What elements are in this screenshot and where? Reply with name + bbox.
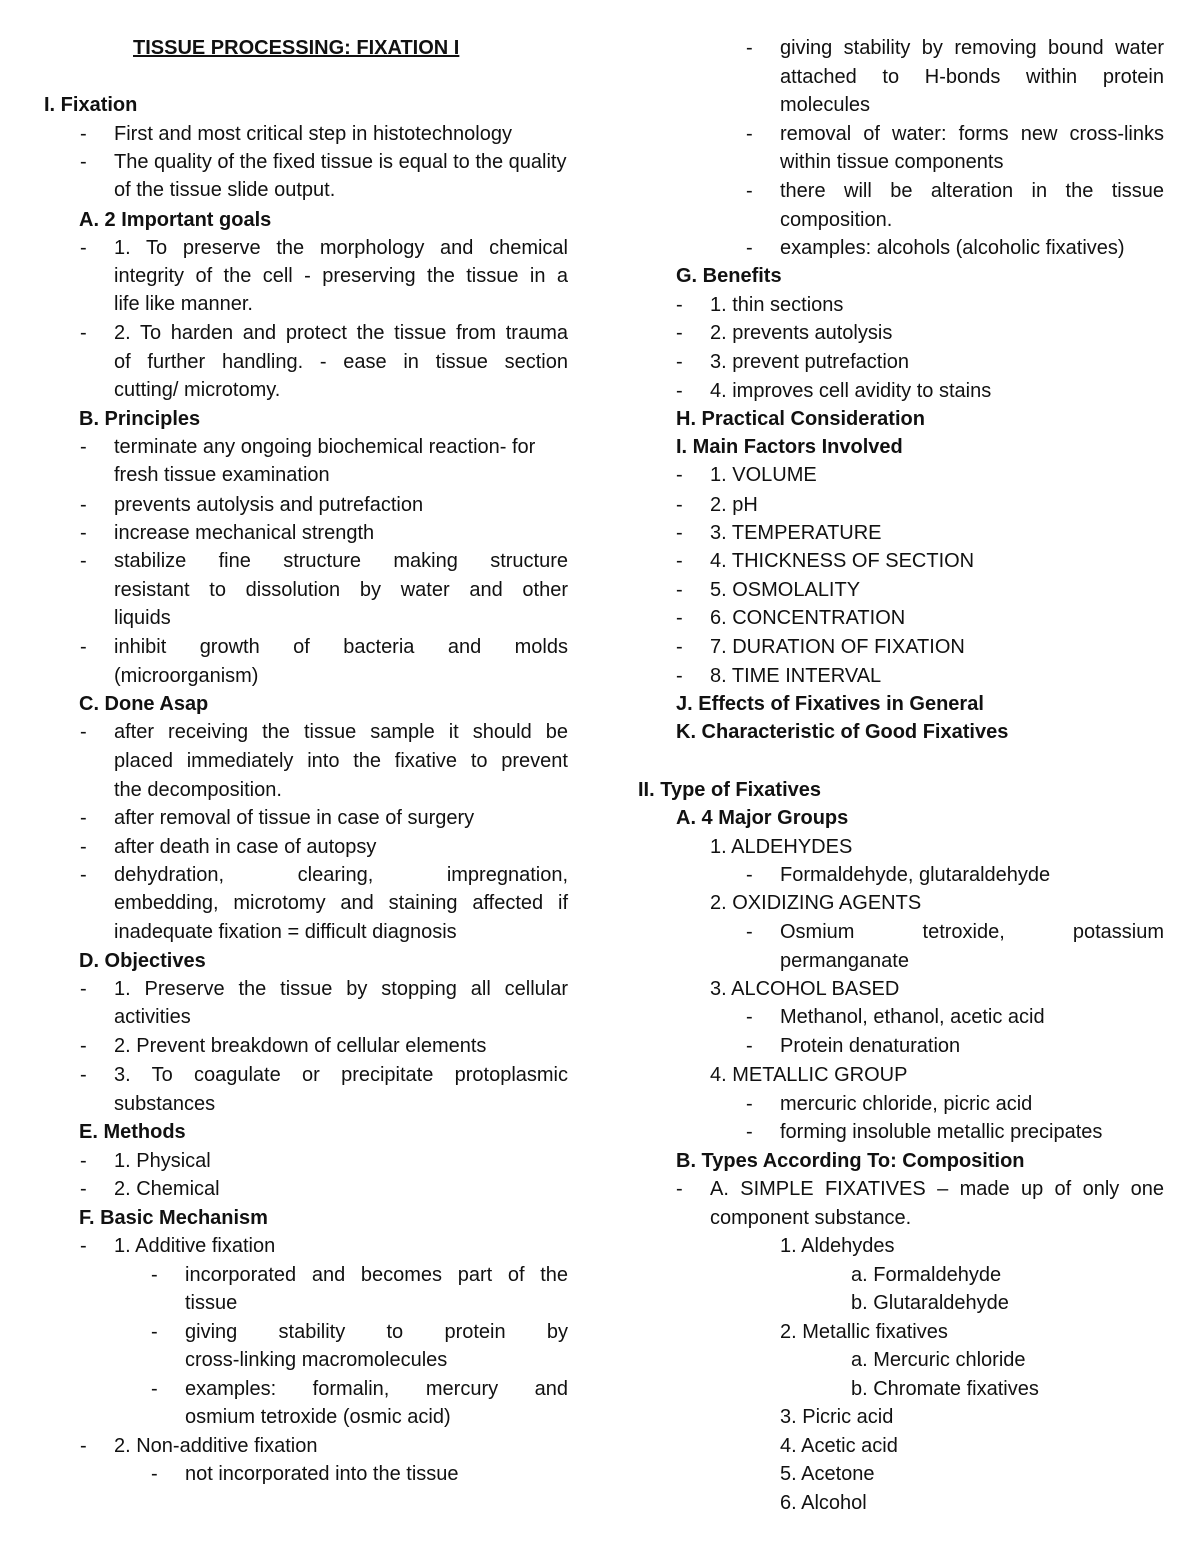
list-item: 4. METALLIC GROUP bbox=[710, 1064, 908, 1086]
list-item: life like manner. bbox=[114, 293, 253, 315]
list-item: A. SIMPLE FIXATIVES – made up of only one bbox=[710, 1178, 1164, 1200]
subheading-characteristic: K. Characteristic of Good Fixatives bbox=[676, 721, 1009, 743]
dash-bullet: - bbox=[676, 1178, 683, 1200]
dash-bullet: - bbox=[80, 836, 87, 858]
list-item: dehydration, clearing, impregnation, bbox=[114, 864, 568, 886]
list-item: Methanol, ethanol, acetic acid bbox=[780, 1006, 1045, 1028]
dash-bullet: - bbox=[80, 1178, 87, 1200]
list-item: First and most critical step in histotechnology bbox=[114, 123, 512, 145]
list-item: 3. Picric acid bbox=[780, 1406, 894, 1428]
list-item: (microorganism) bbox=[114, 665, 259, 687]
list-item: cutting/ microtomy. bbox=[114, 379, 281, 401]
dash-bullet: - bbox=[80, 550, 87, 572]
list-item: embedding, microtomy and staining affected if bbox=[114, 892, 568, 914]
list-item: of the tissue slide output. bbox=[114, 179, 336, 201]
subheading-practical-consideration: H. Practical Consideration bbox=[676, 408, 925, 430]
dash-bullet: - bbox=[746, 1121, 753, 1143]
dash-bullet: - bbox=[676, 607, 683, 629]
list-item: 3. TEMPERATURE bbox=[710, 522, 882, 544]
list-item: prevents autolysis and putrefaction bbox=[114, 494, 424, 516]
list-item: 2. pH bbox=[710, 494, 758, 516]
list-item: giving stability by removing bound water bbox=[780, 37, 1164, 59]
list-item: 2. OXIDIZING AGENTS bbox=[710, 892, 922, 914]
dash-bullet: - bbox=[746, 864, 753, 886]
list-item: not incorporated into the tissue bbox=[185, 1463, 459, 1485]
list-item: examples: alcohols (alcoholic fixatives) bbox=[780, 237, 1125, 259]
dash-bullet: - bbox=[676, 636, 683, 658]
list-item: Osmium tetroxide, potassium bbox=[780, 921, 1164, 943]
list-item: forming insoluble metallic precipates bbox=[780, 1121, 1103, 1143]
list-item: b. Glutaraldehyde bbox=[851, 1292, 1009, 1314]
dash-bullet: - bbox=[676, 494, 683, 516]
dash-bullet: - bbox=[151, 1264, 158, 1286]
dash-bullet: - bbox=[676, 322, 683, 344]
list-item: incorporated and becomes part of the bbox=[185, 1264, 568, 1286]
list-item: 1. VOLUME bbox=[710, 464, 817, 486]
dash-bullet: - bbox=[746, 1006, 753, 1028]
list-item: 1. To preserve the morphology and chemical bbox=[114, 237, 568, 259]
dash-bullet: - bbox=[80, 436, 87, 458]
list-item: 5. OSMOLALITY bbox=[710, 579, 861, 601]
dash-bullet: - bbox=[676, 579, 683, 601]
list-item: the decomposition. bbox=[114, 779, 282, 801]
dash-bullet: - bbox=[80, 721, 87, 743]
list-item: activities bbox=[114, 1006, 191, 1028]
list-item: terminate any ongoing biochemical reaction- for bbox=[114, 436, 536, 458]
list-item: 6. CONCENTRATION bbox=[710, 607, 906, 629]
page-title: TISSUE PROCESSING: FIXATION I bbox=[133, 37, 460, 59]
list-item: giving stability to protein by bbox=[185, 1321, 568, 1343]
list-item: molecules bbox=[780, 94, 871, 116]
list-item: removal of water: forms new cross-links bbox=[780, 123, 1164, 145]
list-item: attached to H-bonds within protein bbox=[780, 66, 1164, 88]
dash-bullet: - bbox=[80, 123, 87, 145]
subheading-methods: E. Methods bbox=[79, 1121, 186, 1143]
dash-bullet: - bbox=[676, 294, 683, 316]
list-item: stabilize fine structure making structure bbox=[114, 550, 568, 572]
list-item: substances bbox=[114, 1093, 216, 1115]
dash-bullet: - bbox=[676, 665, 683, 687]
subheading-objectives: D. Objectives bbox=[79, 950, 206, 972]
section-fixation-heading: I. Fixation bbox=[44, 94, 138, 116]
list-item: osmium tetroxide (osmic acid) bbox=[185, 1406, 451, 1428]
list-item: 2. prevents autolysis bbox=[710, 322, 893, 344]
dash-bullet: - bbox=[80, 636, 87, 658]
list-item: 4. improves cell avidity to stains bbox=[710, 380, 992, 402]
list-item: component substance. bbox=[710, 1207, 912, 1229]
subheading-basic-mechanism: F. Basic Mechanism bbox=[79, 1207, 268, 1229]
list-item: cross-linking macromolecules bbox=[185, 1349, 448, 1371]
list-item: 2. Metallic fixatives bbox=[780, 1321, 948, 1343]
list-item: placed immediately into the fixative to prevent bbox=[114, 750, 568, 772]
dash-bullet: - bbox=[746, 237, 753, 259]
list-item: 4. Acetic acid bbox=[780, 1435, 898, 1457]
list-item: 2. Chemical bbox=[114, 1178, 220, 1200]
list-item: after removal of tissue in case of surgery bbox=[114, 807, 475, 829]
dash-bullet: - bbox=[80, 1064, 87, 1086]
dash-bullet: - bbox=[80, 807, 87, 829]
dash-bullet: - bbox=[746, 1093, 753, 1115]
list-item: Protein denaturation bbox=[780, 1035, 961, 1057]
dash-bullet: - bbox=[80, 864, 87, 886]
dash-bullet: - bbox=[80, 151, 87, 173]
list-item: a. Mercuric chloride bbox=[851, 1349, 1026, 1371]
dash-bullet: - bbox=[80, 1150, 87, 1172]
list-item: 7. DURATION OF FIXATION bbox=[710, 636, 965, 658]
list-item: 1. Preserve the tissue by stopping all cellular bbox=[114, 978, 568, 1000]
list-item: after receiving the tissue sample it should be bbox=[114, 721, 568, 743]
dash-bullet: - bbox=[746, 123, 753, 145]
list-item: liquids bbox=[114, 607, 171, 629]
list-item: 2. Non-additive fixation bbox=[114, 1435, 318, 1457]
dash-bullet: - bbox=[676, 550, 683, 572]
dash-bullet: - bbox=[746, 1035, 753, 1057]
list-item: 5. Acetone bbox=[780, 1463, 875, 1485]
dash-bullet: - bbox=[151, 1463, 158, 1485]
list-item: 1. Additive fixation bbox=[114, 1235, 276, 1257]
dash-bullet: - bbox=[80, 322, 87, 344]
list-item: 3. prevent putrefaction bbox=[710, 351, 910, 373]
list-item: tissue bbox=[185, 1292, 238, 1314]
list-item: increase mechanical strength bbox=[114, 522, 375, 544]
list-item: inhibit growth of bacteria and molds bbox=[114, 636, 568, 658]
dash-bullet: - bbox=[676, 351, 683, 373]
list-item: 8. TIME INTERVAL bbox=[710, 665, 882, 687]
list-item: 1. thin sections bbox=[710, 294, 844, 316]
dash-bullet: - bbox=[746, 180, 753, 202]
list-item: after death in case of autopsy bbox=[114, 836, 377, 858]
dash-bullet: - bbox=[676, 464, 683, 486]
list-item: Formaldehyde, glutaraldehyde bbox=[780, 864, 1051, 886]
list-item: composition. bbox=[780, 209, 893, 231]
dash-bullet: - bbox=[80, 1235, 87, 1257]
subheading-goals: A. 2 Important goals bbox=[79, 209, 272, 231]
dash-bullet: - bbox=[80, 494, 87, 516]
list-item: fresh tissue examination bbox=[114, 464, 330, 486]
list-item: 1. Physical bbox=[114, 1150, 211, 1172]
list-item: 3. ALCOHOL BASED bbox=[710, 978, 900, 1000]
list-item: a. Formaldehyde bbox=[851, 1264, 1002, 1286]
list-item: 6. Alcohol bbox=[780, 1492, 867, 1514]
subheading-types-composition: B. Types According To: Composition bbox=[676, 1150, 1025, 1172]
list-item: 2. Prevent breakdown of cellular elements bbox=[114, 1035, 487, 1057]
list-item: The quality of the fixed tissue is equal to the quality bbox=[114, 151, 567, 173]
list-item: inadequate fixation = difficult diagnosis bbox=[114, 921, 457, 943]
list-item: integrity of the cell - preserving the tissue in a bbox=[114, 265, 568, 287]
list-item: there will be alteration in the tissue bbox=[780, 180, 1164, 202]
list-item: of further handling. - ease in tissue section bbox=[114, 351, 568, 373]
dash-bullet: - bbox=[80, 978, 87, 1000]
dash-bullet: - bbox=[80, 237, 87, 259]
dash-bullet: - bbox=[676, 380, 683, 402]
list-item: permanganate bbox=[780, 950, 909, 972]
dash-bullet: - bbox=[80, 1435, 87, 1457]
dash-bullet: - bbox=[746, 921, 753, 943]
dash-bullet: - bbox=[676, 522, 683, 544]
section-types-heading: II. Type of Fixatives bbox=[638, 779, 822, 801]
dash-bullet: - bbox=[80, 1035, 87, 1057]
dash-bullet: - bbox=[80, 522, 87, 544]
subheading-effects: J. Effects of Fixatives in General bbox=[676, 693, 984, 715]
subheading-principles: B. Principles bbox=[79, 408, 201, 430]
subheading-benefits: G. Benefits bbox=[676, 265, 782, 287]
list-item: b. Chromate fixatives bbox=[851, 1378, 1039, 1400]
list-item: examples: formalin, mercury and bbox=[185, 1378, 568, 1400]
list-item: 4. THICKNESS OF SECTION bbox=[710, 550, 975, 572]
subheading-main-factors: I. Main Factors Involved bbox=[676, 436, 903, 458]
dash-bullet: - bbox=[151, 1321, 158, 1343]
dash-bullet: - bbox=[151, 1378, 158, 1400]
list-item: 3. To coagulate or precipitate protoplasmic bbox=[114, 1064, 568, 1086]
list-item: 2. To harden and protect the tissue from trauma bbox=[114, 322, 568, 344]
list-item: 1. ALDEHYDES bbox=[710, 836, 853, 858]
list-item: within tissue components bbox=[780, 151, 1004, 173]
dash-bullet: - bbox=[746, 37, 753, 59]
subheading-major-groups: A. 4 Major Groups bbox=[676, 807, 849, 829]
list-item: mercuric chloride, picric acid bbox=[780, 1093, 1033, 1115]
subheading-done-asap: C. Done Asap bbox=[79, 693, 209, 715]
list-item: resistant to dissolution by water and other bbox=[114, 579, 568, 601]
list-item: 1. Aldehydes bbox=[780, 1235, 895, 1257]
